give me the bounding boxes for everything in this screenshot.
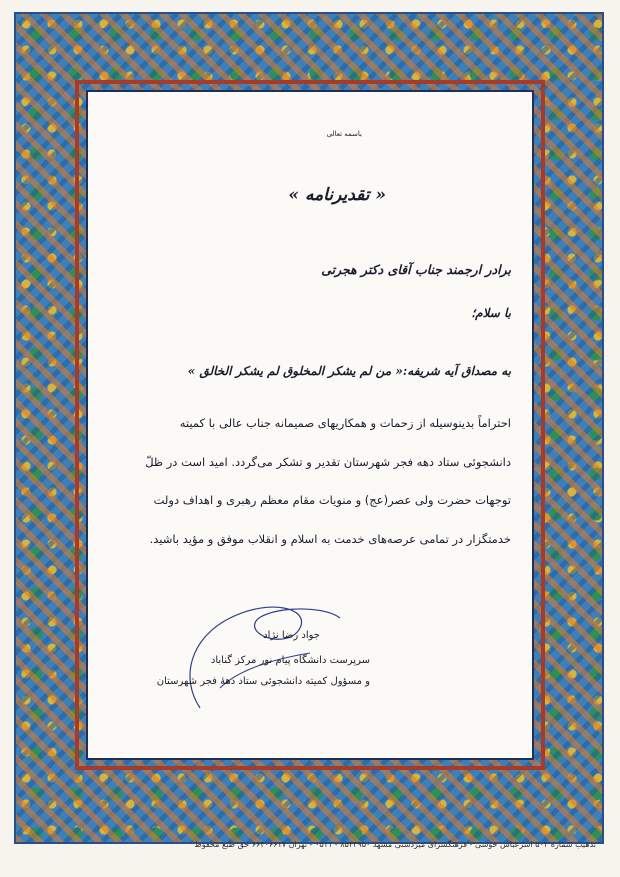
greeting: با سلام؛	[471, 306, 511, 320]
verse-line: به مصداق آیه شریفه:« من لم یشکر المخلوق لم یشکر الخالق »	[187, 364, 511, 378]
body-line-1: احتراماً بدینوسیله از زحمات و همکاریهای صمیمانه جناب عالی با کمیته	[179, 416, 511, 430]
body-line-3: توجهات حضرت ولی عصر(عج) و منویات مقام معظم رهبری و اهداف دولت	[153, 493, 511, 507]
recipient-line: برادر ارجمند جناب آقای دکتر هجرتی	[321, 262, 511, 277]
footer-printer-note: تذهیب شماره ۵۰۲ اسرعباس خوسی - فرهنگسرای میردشتی مشهد ۸۵۴۲۹۵۰ - ۰۵۱۱ - تهران ۶۶۴۰۶۶۱۷ حق طبع محفوظ	[194, 840, 596, 849]
basmala: باسمه تعالی	[326, 130, 362, 138]
body-line-4: خدمتگزار در تمامی عرصه‌های خدمت به اسلام و انقلاب موفق و مؤید باشید.	[149, 532, 511, 546]
signer-name: جواد رضا نژاد	[263, 630, 320, 641]
signer-title-2: و مسؤول کمیته دانشجوئی ستاد دهۀ فجر شهرستان	[156, 676, 370, 687]
certificate-title: « تقدیرنامه »	[288, 185, 386, 205]
body-line-2: دانشجوئی ستاد دهه فجر شهرستان تقدیر و تشکر می‌گردد. امید است در ظلّ	[145, 455, 511, 469]
signer-title-1: سرپرست دانشگاه پیام نور مرکز گناباد	[210, 655, 370, 666]
